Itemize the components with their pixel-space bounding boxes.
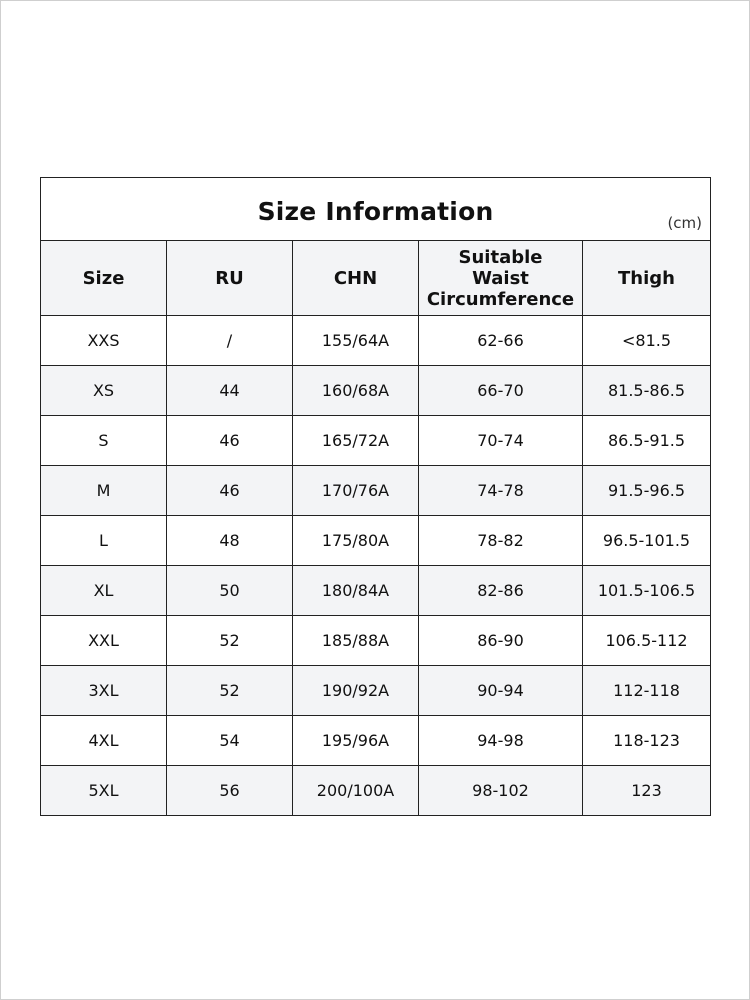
cell-size: XS (41, 366, 167, 416)
cell-ru: 56 (167, 766, 293, 816)
cell-waist: 62-66 (419, 316, 583, 366)
table-row (41, 566, 711, 616)
cell-ru: 52 (167, 616, 293, 666)
table-row (41, 616, 711, 666)
table-row (41, 366, 711, 416)
cell-waist: 78-82 (419, 516, 583, 566)
title-cell (41, 178, 711, 241)
cell-waist: 98-102 (419, 766, 583, 816)
cell-waist: 66-70 (419, 366, 583, 416)
header-chn: CHN (293, 241, 419, 316)
cell-waist: 74-78 (419, 466, 583, 516)
header-waist-line3: Circumference (426, 288, 575, 310)
cell-chn: 165/72A (293, 416, 419, 466)
cell-ru: / (167, 316, 293, 366)
cell-chn: 200/100A (293, 766, 419, 816)
cell-thigh: 123 (583, 766, 711, 816)
cell-ru: 46 (167, 466, 293, 516)
cell-chn: 180/84A (293, 566, 419, 616)
cell-thigh: 112-118 (583, 666, 711, 716)
cell-size: L (41, 516, 167, 566)
header-waist (419, 241, 583, 316)
cell-chn: 190/92A (293, 666, 419, 716)
cell-waist: 94-98 (419, 716, 583, 766)
header-row (41, 241, 711, 316)
unit-label: (cm) (667, 214, 703, 232)
cell-ru: 48 (167, 516, 293, 566)
header-waist-line1: Suitable (458, 246, 543, 268)
table-body (41, 316, 711, 816)
cell-waist: 82-86 (419, 566, 583, 616)
cell-size: M (41, 466, 167, 516)
cell-thigh: 96.5-101.5 (583, 516, 711, 566)
cell-thigh: 91.5-96.5 (583, 466, 711, 516)
cell-chn: 160/68A (293, 366, 419, 416)
header-ru: RU (167, 241, 293, 316)
header-waist-line2: Waist (472, 267, 529, 289)
table-row (41, 716, 711, 766)
cell-chn: 175/80A (293, 516, 419, 566)
cell-chn: 185/88A (293, 616, 419, 666)
cell-ru: 44 (167, 366, 293, 416)
table-title: Size Information (257, 196, 494, 226)
title-row (41, 178, 711, 241)
cell-ru: 52 (167, 666, 293, 716)
table-row (41, 516, 711, 566)
table-row (41, 466, 711, 516)
cell-thigh: 101.5-106.5 (583, 566, 711, 616)
cell-thigh: 118-123 (583, 716, 711, 766)
cell-size: XL (41, 566, 167, 616)
cell-size: XXS (41, 316, 167, 366)
cell-waist: 86-90 (419, 616, 583, 666)
cell-chn: 155/64A (293, 316, 419, 366)
cell-thigh: 106.5-112 (583, 616, 711, 666)
cell-chn: 170/76A (293, 466, 419, 516)
cell-thigh: <81.5 (583, 316, 711, 366)
table-row (41, 316, 711, 366)
header-size: Size (41, 241, 167, 316)
cell-size: 4XL (41, 716, 167, 766)
cell-waist: 90-94 (419, 666, 583, 716)
cell-size: 5XL (41, 766, 167, 816)
cell-size: S (41, 416, 167, 466)
header-thigh: Thigh (583, 241, 711, 316)
table-row (41, 666, 711, 716)
table-row (41, 416, 711, 466)
cell-thigh: 81.5-86.5 (583, 366, 711, 416)
table-row (41, 766, 711, 816)
cell-thigh: 86.5-91.5 (583, 416, 711, 466)
cell-ru: 54 (167, 716, 293, 766)
cell-size: 3XL (41, 666, 167, 716)
size-chart-table (40, 177, 711, 816)
cell-chn: 195/96A (293, 716, 419, 766)
cell-waist: 70-74 (419, 416, 583, 466)
cell-size: XXL (41, 616, 167, 666)
cell-ru: 50 (167, 566, 293, 616)
cell-ru: 46 (167, 416, 293, 466)
